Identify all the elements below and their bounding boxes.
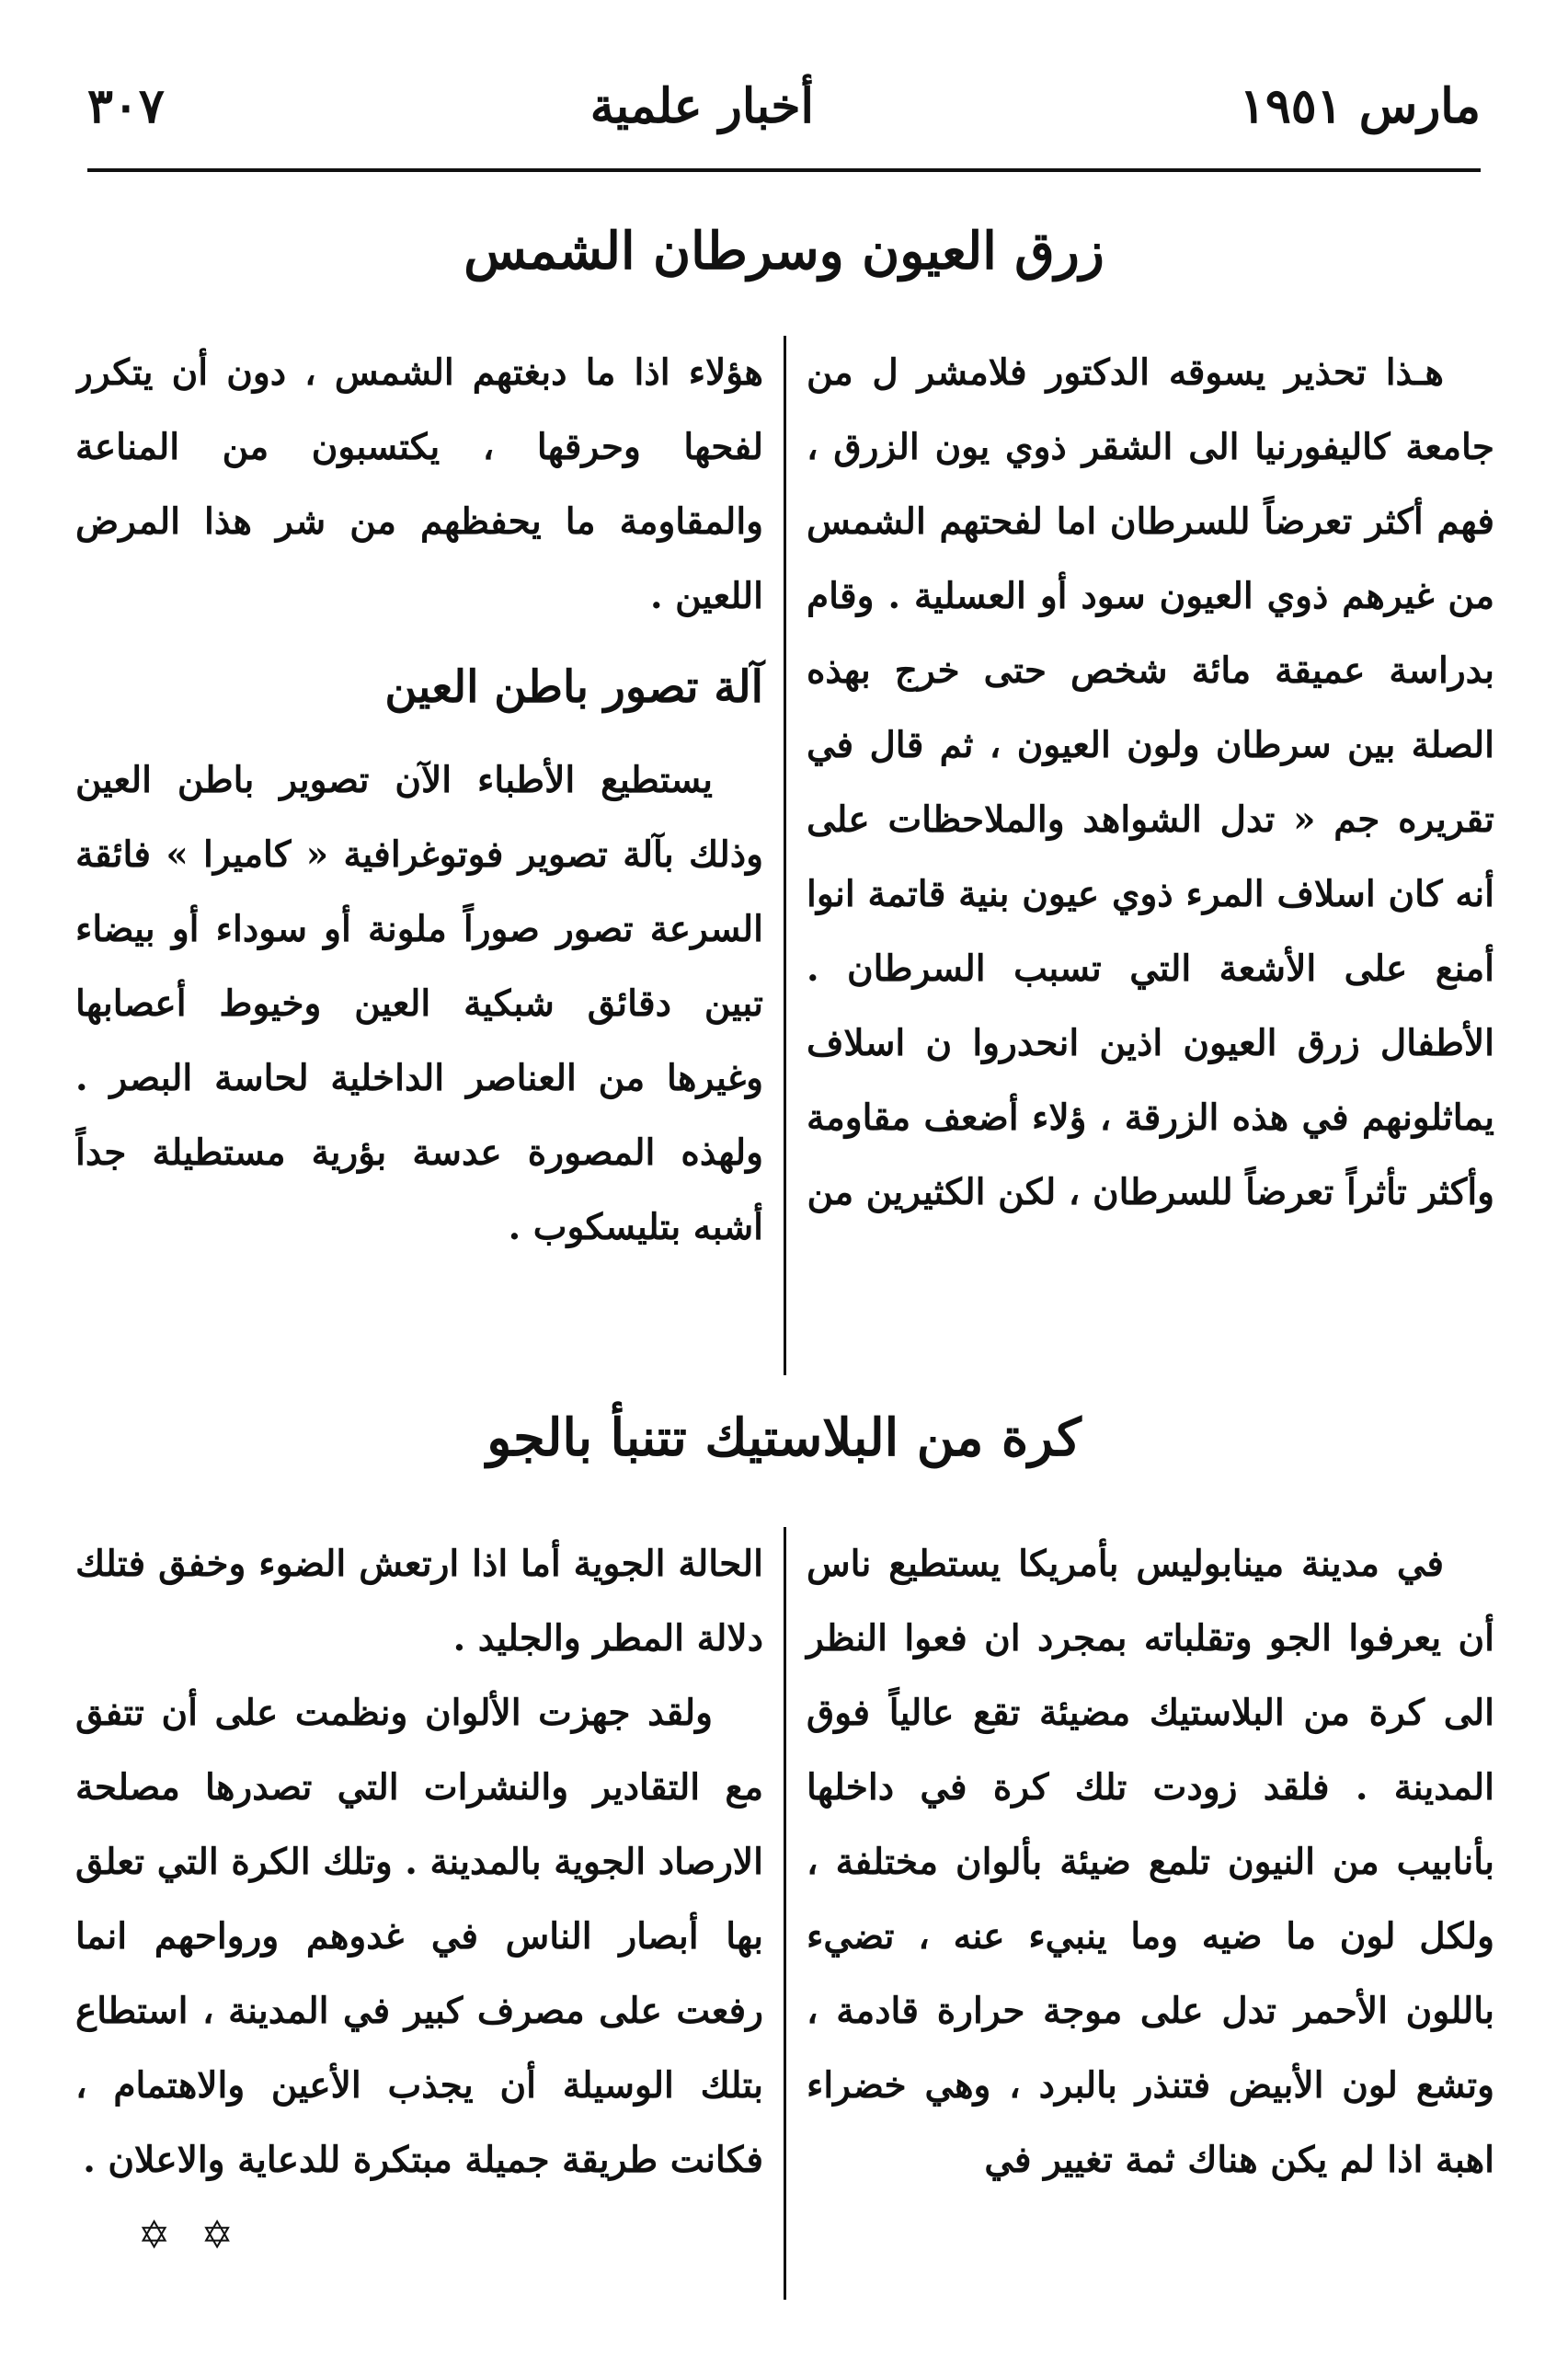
article-2-title: آلة تصور باطن العين — [384, 661, 763, 713]
article-3-left-text-1: الحالة الجوية أما اذا ارتعش الضوء وخفق فتلك دلالة المطر والجليد . — [75, 1543, 763, 1659]
header-date: مارس ١٩٥١ — [1239, 77, 1481, 134]
running-header — [87, 64, 1481, 147]
article-1-left-text: هؤلاء اذا ما دبغتهم الشمس ، دون أن يتكرر لفحها وحرقها ، يكتسبون من المناعة والمقاومة ما يحفظهم من شر هذا المرض اللعين . — [75, 351, 763, 617]
article-1-right-text: هـذا تحذير يسوقه الدكتور فلامشر ل من جامعة كاليفورنيا الى الشقر ذوي يون الزرق ، فهم أكثر تعرضاً للسرطان اما لفحتهم الشمس من غيرهم ذوي العيون سود أو العسلية . وقام بدراسة عميقة مائة شخص حتى خرج بهذه الصلة بين سرطان ولون العيون ، ثم قال في تقريره جم « تدل الشواهد والملاحظات على أنه كان اسلاف المرء ذوي عيون بنية قاتمة انوا أمنع على الأشعة التي تسبب السرطان . الأطفال زرق العيون اذين انحدروا ن اسلاف يماثلونهم في هذه الزرقة ، ؤلاء أضعف مقاومة وأكثر تأثراً تعرضاً للسرطان ، لكن الكثيرين من — [807, 351, 1494, 1213]
article-3-right-text: في مدينة مينابوليس بأمريكا يستطيع ناس أن يعرفوا الجو وتقلباته بمجرد ان فعوا النظر الى كرة من البلاستيك مضيئة تقع عالياً فوق المدينة . فلقد زودت تلك كرة في داخلها بأنابيب من النيون تلمع ضيئة بألوان مختلفة ، ولكل لون ما ضيه وما ينبيء عنه ، تضيء باللون الأحمر تدل على موجة حرارة قادمة ، وتشع لون الأبيض فتنذر بالبرد ، وهي خضراء اهبة اذا لم يكن هناك ثمة تغيير في — [807, 1543, 1494, 2181]
header-page-number: ٣٠٧ — [87, 77, 165, 134]
article-3-columns — [74, 1527, 1494, 2300]
article-3-left-column — [75, 1527, 784, 2300]
article-1-title: زرق العيون وسرطان الشمس — [464, 221, 1104, 281]
article-3-right-column — [786, 1527, 1494, 2300]
header-rule — [87, 168, 1481, 172]
article-2-text: يستطيع الأطباء الآن تصوير باطن العين وذلك بآلة تصوير فوتوغرافية « كاميرا » فائقة السرعة تصور صوراً ملونة أو سوداء أو بيضاء تبين دقائق شبكية العين وخيوط أعصابها وغيرها من العناصر الداخلية لحاسة البصر . ولهذه المصورة عدسة بؤرية مستطيلة جداً أشبه بتليسكوب . — [75, 759, 764, 1248]
star-ornament-icon: ✡ ✡ — [138, 2212, 243, 2257]
column-divider — [784, 336, 786, 1375]
article-3-title: كرة من البلاستيك تتنبأ بالجو — [486, 1407, 1082, 1468]
article-3-left-text-2: ولقد جهزت الألوان ونظمت على أن تتفق مع التقادير والنشرات التي تصدرها مصلحة الارصاد الجوية بالمدينة . وتلك الكرة التي تعلق بها أبصار الناس في غدوهم ورواحهم انما رفعت على مصرف كبير في المدينة ، استطاع بتلك الوسيلة أن يجذب الأعين والاهتمام ، فكانت طريقة جميلة مبتكرة للدعاية والاعلان . — [75, 1692, 763, 2181]
article-1-left-column — [75, 336, 784, 1375]
column-divider-2 — [784, 1527, 786, 2300]
article-1-right-column — [786, 336, 1494, 1375]
header-section-title: أخبار علمية — [589, 77, 814, 134]
article-1-columns — [74, 336, 1494, 1375]
